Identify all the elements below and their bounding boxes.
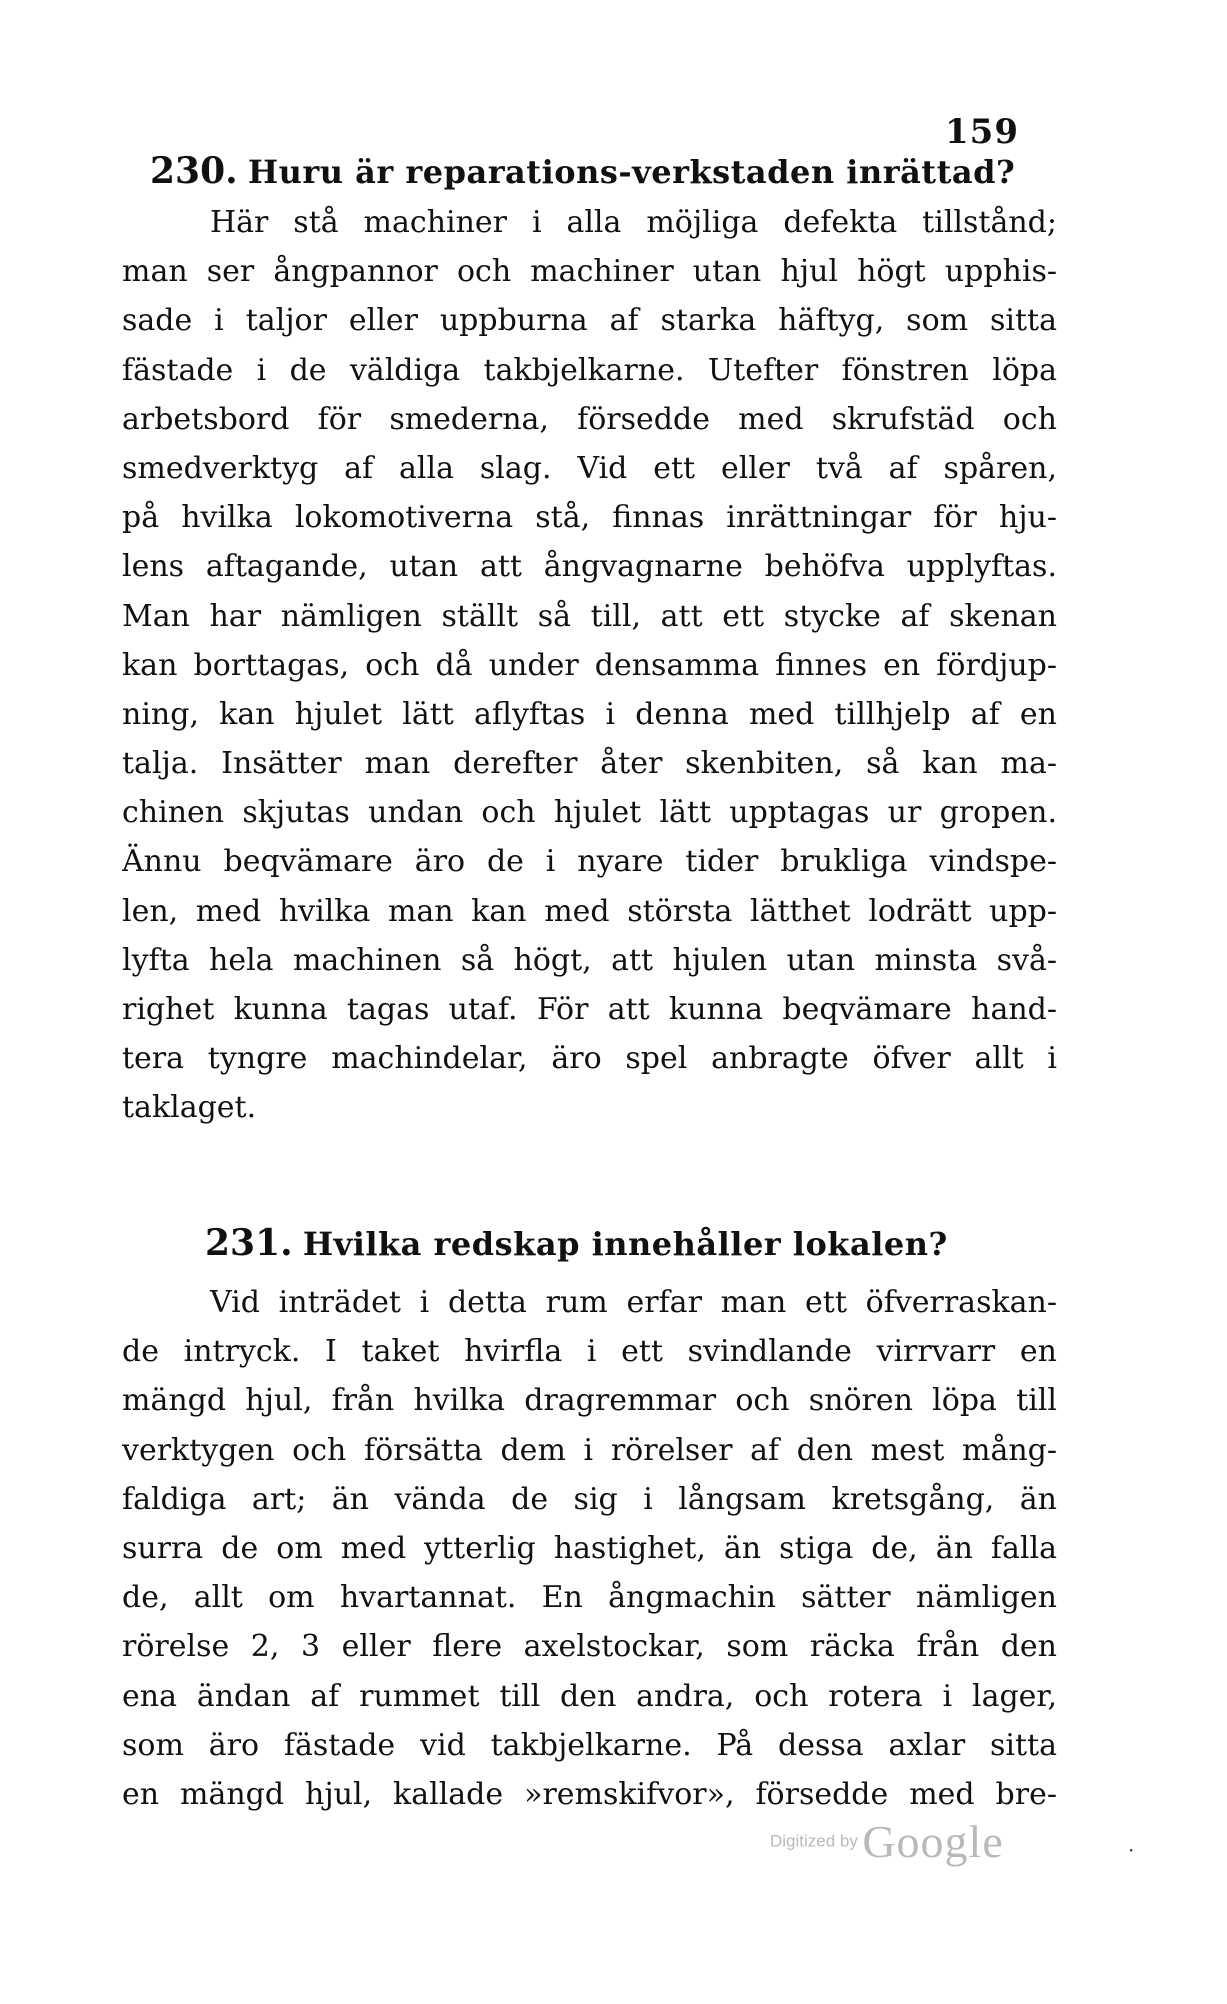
text-line: fästade i de väldiga takbjelkarne. Utefter fönstren löpa [122, 352, 1057, 388]
text-line: arbetsbord för smederna, försedde med skrufstäd och [122, 401, 1057, 437]
section-231-question: Hvilka redskap innehåller lokalen? [302, 1225, 948, 1263]
text-line: mängd hjul, från hvilka dragremmar och snören löpa till [122, 1383, 1057, 1419]
google-logo: Google [862, 1816, 1004, 1867]
section-230-heading [150, 150, 1015, 192]
text-line: Vid inträdet i detta rum erfar man ett öfverraskan- [210, 1285, 1057, 1320]
text-line: rörelse 2, 3 eller flere axelstockar, som räcka från den [122, 1629, 1057, 1665]
section-230-number: 230. [150, 150, 238, 192]
text-line: ena ändan af rummet till den andra, och rotera i lager, [122, 1678, 1057, 1714]
watermark-prefix: Digitized by [770, 1831, 858, 1851]
text-line: faldiga art; än vända de sig i långsam kretsgång, än [122, 1481, 1057, 1517]
text-line: taklaget. [122, 1090, 257, 1126]
text-line: chinen skjutas undan och hjulet lätt upptagas ur gropen. [122, 795, 1057, 831]
page-number: 159 [945, 112, 1019, 152]
section-231-heading [205, 1222, 948, 1264]
text-line: ning, kan hjulet lätt aflyftas i denna med tillhjelp af en [122, 696, 1057, 732]
text-line: verktygen och försätta dem i rörelser af den mest mång- [122, 1432, 1057, 1468]
text-line: talja. Insätter man derefter åter skenbiten, så kan ma- [122, 746, 1057, 782]
text-line: righet kunna tagas utaf. För att kunna beqvämare hand- [122, 992, 1057, 1027]
text-line: de, allt om hvartannat. En ångmachin sätter nämligen [122, 1580, 1057, 1616]
text-line: sade i taljor eller uppburna af starka häftyg, som sitta [122, 303, 1057, 339]
text-line: som äro fästade vid takbjelkarne. På dessa axlar sitta [122, 1727, 1057, 1763]
text-line: kan borttagas, och då under densamma finnes en fördjup- [122, 647, 1057, 683]
text-line: på hvilka lokomotiverna stå, finnas inrättningar för hju- [122, 500, 1057, 536]
text-line: lyfta hela machinen så högt, att hjulen utan minsta svå- [122, 942, 1057, 978]
scan-speck: · [1128, 1838, 1135, 1862]
digitized-by-google-watermark [770, 1815, 1004, 1868]
text-line: len, med hvilka man kan med största lätthet lodrätt upp- [122, 893, 1057, 929]
section-230-question: Huru är reparations-verkstaden inrättad? [247, 153, 1016, 191]
text-line: lens aftagande, utan att ångvagnarne behöfva upplyftas. [122, 549, 1057, 585]
text-line: de intryck. I taket hvirfla i ett svindlande virrvarr en [122, 1334, 1057, 1370]
text-line: smedverktyg af alla slag. Vid ett eller två af spåren, [122, 450, 1057, 486]
text-line: Ännu beqvämare äro de i nyare tider brukliga vindspe- [122, 844, 1057, 880]
text-line: Man har nämligen ställt så till, att ett stycke af skenan [122, 598, 1057, 634]
text-line: en mängd hjul, kallade »remskifvor», försedde med bre- [122, 1776, 1057, 1812]
section-231-body [122, 1278, 1057, 1819]
text-line: surra de om med ytterlig hastighet, än stiga de, än falla [122, 1530, 1057, 1566]
text-line: man ser ångpannor och machiner utan hjul högt upphis- [122, 254, 1057, 290]
section-231-number: 231. [205, 1222, 293, 1264]
text-line: tera tyngre machindelar, äro spel anbragte öfver allt i [122, 1041, 1057, 1077]
text-line: Här stå machiner i alla möjliga defekta tillstånd; [210, 205, 1057, 240]
section-230-body [122, 198, 1057, 1133]
